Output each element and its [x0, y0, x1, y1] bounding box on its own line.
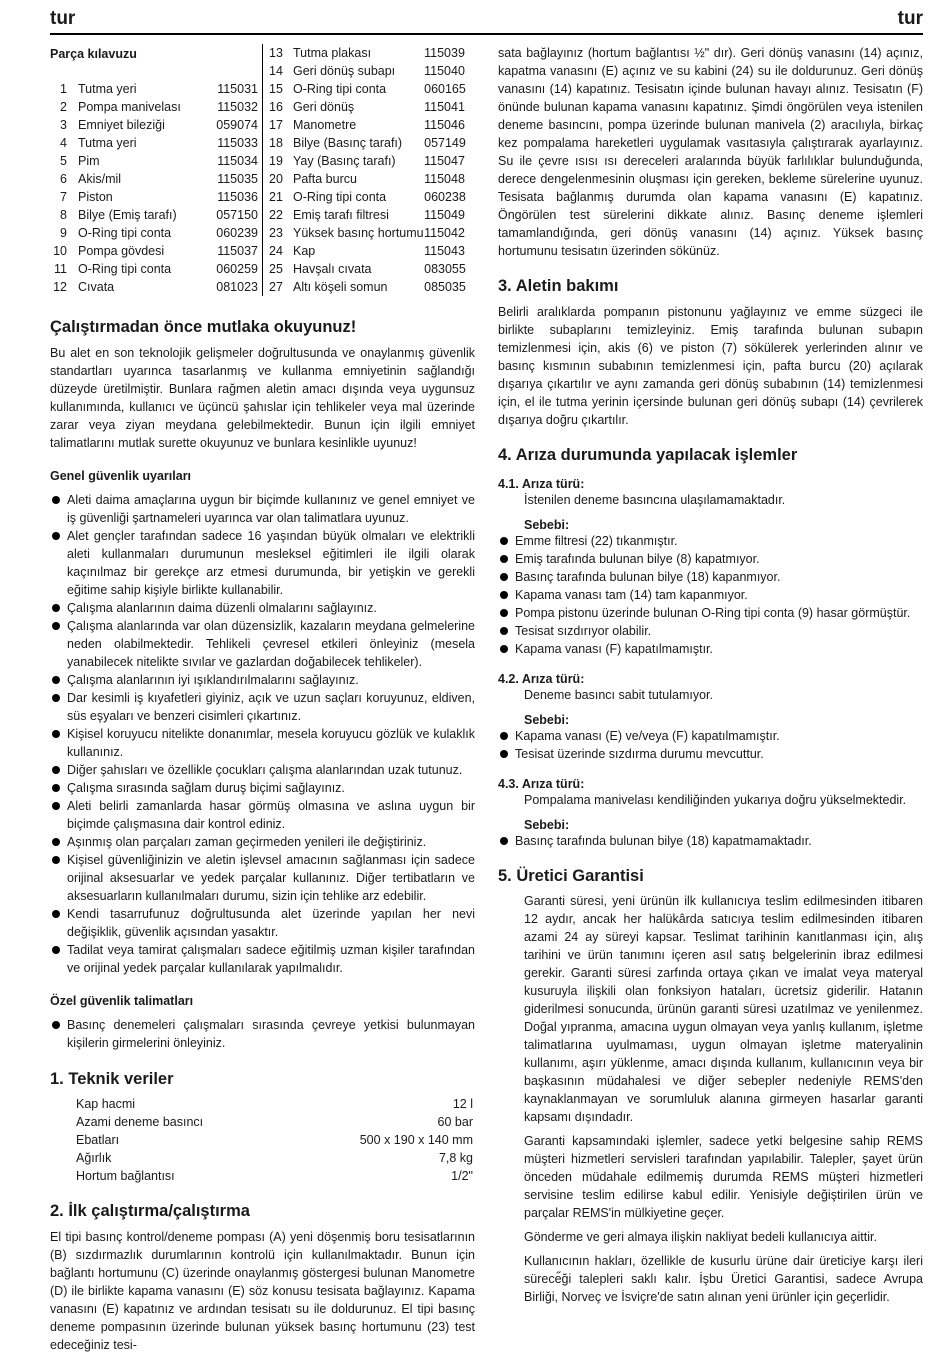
part-name: Tutma plakası	[293, 46, 372, 60]
cause-item: Basınç tarafında bulunan bilye (18) kapanmıyor.	[498, 568, 923, 586]
part-name: Geri dönüş subapı	[293, 64, 396, 78]
part-row	[50, 188, 258, 206]
general-safety-list	[50, 491, 475, 977]
fault-description: İstenilen deneme basıncına ulaşılamamaktadır.	[524, 493, 786, 507]
part-number: 13	[269, 46, 283, 60]
intro-text: Bu alet en son teknolojik gelişmeler doğrultusunda ve onaylanmış güvenlik standartları uyarınca tasarlanmış ve kullanma emniyetinin sağlandığı düzeyde üretilmiştir. Bunlara rağmen aletin amacı dışında veya uygunsuz kullanımında, kullanıcı ve üçüncü şahıslar için tehlikeler veya mal üzerinde zarar veya ziyan meydana gelebilmektedir. Bunun için ilgili emniyet talimatlarını mutlak surette okuyunuz ve bunlara kesinlikle uyunuz!	[50, 346, 475, 450]
part-number: 1	[60, 82, 67, 96]
part-code: 115032	[217, 100, 258, 114]
fault-cause-label: Sebebi:	[524, 518, 570, 532]
part-name: O-Ring tipi conta	[293, 82, 387, 96]
part-code: 115031	[217, 82, 258, 96]
maintenance-title: 3. Aletin bakımı	[498, 277, 619, 295]
part-code: 060259	[216, 262, 258, 276]
part-name: O-Ring tipi conta	[78, 226, 172, 240]
special-safety-title: Özel güvenlik talimatları	[50, 994, 194, 1008]
bullet-item: Kişisel koruyucu nitelikte donanımlar, mesela koruyucu gözlük ve kulaklık kullanınız.	[50, 725, 475, 761]
part-code: 115047	[424, 154, 465, 168]
part-name: Pafta burcu	[293, 172, 357, 186]
part-number: 15	[269, 82, 283, 96]
warranty-title: 5. Üretici Garantisi	[498, 867, 644, 885]
part-code: 115041	[424, 100, 465, 114]
part-code: 060238	[424, 190, 466, 204]
part-number: 3	[60, 118, 67, 132]
part-name: Emiş tarafı filtresi	[293, 208, 389, 222]
tech-title: 1. Teknik veriler	[50, 1070, 174, 1088]
warranty-paragraph: Garanti süresi, yeni ürünün ilk kullanıcıya teslim edilmesinden itibaren 12 aydır, ancak her halükârda satıcıya teslim edilmesinden itibaren azami 24 ay süreyi kapsar. Teslimat tarihinin kanıtlanması için, alış tarihini ve ürün tanımını içeren asıl satış belgelerinin ibraz edilmesi gerekir. Garanti süresi zarfında ortaya çıkan ve imalat veya materyal kusuruyla ilişkili olan fonksiyon hataları, ücretsiz giderilir. Hatanın giderilmesi sonucunda, ürünün garanti süresi uzatılmaz ve yenilenmez. Doğal yıpranma, amacına uygun olmayan veya yanlış kullanım, işletme talimatlarına uyulmaması, uygun olmayan işletme materyalinin kullanımı, aşırı yüklenme, amacı dışında kullanım, kullanıcının veya bir başkasının müdahalesi ve diğer sebepler nedeniyle REMS'den kaynaklanmayan ve sorumluluk alanına girmeyen hasarlar garanti kapsamı dışındadır.	[524, 894, 923, 1124]
part-row	[50, 206, 258, 224]
part-code: 115049	[424, 208, 465, 222]
header-lang-right: tur	[897, 8, 923, 29]
part-name: Tutma yeri	[78, 82, 137, 96]
part-code: 060165	[424, 82, 466, 96]
faults-title: 4. Arıza durumunda yapılacak işlemler	[498, 446, 798, 464]
part-code: 059074	[216, 118, 258, 132]
bullet-item: Dar kesimli iş kıyafetleri giyiniz, açık ve uzun saçları koruyunuz, eldiven, süs eşyaları ve benzeri cisimleri çıkartınız.	[50, 689, 475, 725]
cause-item: Kapama vanası (F) kapatılmamıştır.	[498, 640, 923, 658]
part-name: Kap	[293, 244, 316, 258]
part-name: Pompa gövdesi	[78, 244, 165, 258]
tech-label: Kap hacmi	[76, 1097, 136, 1111]
fault-cause-label: Sebebi:	[524, 818, 570, 832]
cause-item: Pompa pistonu üzerinde bulunan O-Ring tipi conta (9) hasar görmüştür.	[498, 604, 923, 622]
part-number: 14	[269, 64, 283, 78]
part-number: 27	[269, 280, 283, 294]
cause-item: Kapama vanası tam (14) tam kapanmıyor.	[498, 586, 923, 604]
bullet-item: Kişisel güvenliğinizin ve aletin işlevsel amacının sağlanması için sadece orijinal aksesuarlar ve yedek parçalar kullanınız. Diğer tertibatların ve aksesuarların kullanılmaları durumu, sizin için tehlike arz edebilir.	[50, 851, 475, 905]
part-code: 057149	[424, 136, 466, 150]
tech-row	[76, 1131, 473, 1149]
bullet-item: Tadilat veya tamirat çalışmaları sadece eğitilmiş uzman kişiler tarafından ve orijinal yedek parçalar kullanılarak yapılmalıdır.	[50, 941, 475, 977]
bullet-item: Alet gençler tarafından sadece 16 yaşından büyük olmaları ve elektrikli aleti kullanmaları durumunun mesleksel eğitimleri ile ilgili olarak kaçınılmaz bir gerekçe arz etmesi durumunda, bir yetişkin ve gerekli eğitime sahip kişiyle birlikte kullanabilir.	[50, 527, 475, 599]
part-number: 16	[269, 100, 283, 114]
part-number: 24	[269, 244, 283, 258]
fault-cause-label: Sebebi:	[524, 713, 570, 727]
part-code: 115039	[424, 46, 465, 60]
part-row	[263, 206, 471, 224]
part-code: 115036	[217, 190, 258, 204]
part-name: Tutma yeri	[78, 136, 137, 150]
part-number: 7	[60, 190, 67, 204]
part-number: 11	[54, 262, 67, 276]
parts-title: Parça kılavuzu	[50, 47, 137, 61]
part-code: 115035	[217, 172, 258, 186]
fault-block	[498, 672, 923, 763]
part-name: Bilye (Emiş tarafı)	[78, 208, 177, 222]
fault-description: Pompalama manivelası kendiliğinden yukarıya doğru yükselmektedir.	[524, 793, 907, 807]
part-row	[263, 44, 471, 62]
bullet-item: Aleti belirli zamanlarda hasar görmüş olmasına ve aslına uygun bir biçimde çalışmasına dair kontrol ediniz.	[50, 797, 475, 833]
bullet-item: Çalışma sırasında sağlam duruş biçimi sağlayınız.	[50, 779, 475, 797]
part-name: Pompa manivelası	[78, 100, 181, 114]
part-row	[50, 80, 258, 98]
right-column	[498, 44, 923, 1306]
warranty-paragraph: Garanti kapsamındaki işlemler, sadece yetki belgesine sahip REMS müşteri hizmetleri servisleri tarafından yapılabilir. Talepler, şayet ürün önceden müdahale edilmemiş durumda REMS müşteri hizmetleri servisine teslim edilirse kabul edilir. Yenisiyle değiştirilen ürün ve parçalar REMS'in mülkiyetine geçer.	[524, 1134, 923, 1220]
tech-table	[76, 1095, 473, 1185]
part-number: 4	[60, 136, 67, 150]
part-number: 22	[269, 208, 283, 222]
part-code: 060239	[216, 226, 258, 240]
header-rule	[50, 33, 923, 35]
part-name: Manometre	[293, 118, 357, 132]
faults-list	[498, 477, 923, 850]
part-row	[263, 224, 471, 242]
part-code: 115040	[424, 64, 465, 78]
part-name: Altı köşeli somun	[293, 280, 388, 294]
part-code: 115046	[424, 118, 465, 132]
part-number: 17	[269, 118, 283, 132]
part-name: Yay (Basınç tarafı)	[293, 154, 396, 168]
part-name: O-Ring tipi conta	[293, 190, 387, 204]
part-code: 085035	[424, 280, 466, 294]
part-row	[50, 98, 258, 116]
tech-label: Azami deneme basıncı	[76, 1115, 204, 1129]
part-code: 081023	[216, 280, 258, 294]
tech-label: Ağırlık	[76, 1151, 112, 1165]
part-number: 20	[269, 172, 283, 186]
part-row	[50, 242, 258, 260]
part-code: 115042	[424, 226, 465, 240]
tech-value: 500 x 190 x 140 mm	[359, 1133, 473, 1147]
part-name: Cıvata	[78, 280, 115, 294]
bullet-item: Çalışma alanlarının daima düzenli olmalarını sağlayınız.	[50, 599, 475, 617]
part-name: Yüksek basınç hortumu	[293, 226, 424, 240]
general-safety-title: Genel güvenlik uyarıları	[50, 469, 192, 483]
part-row	[263, 260, 471, 278]
part-name: O-Ring tipi conta	[78, 262, 172, 276]
fault-cause-list	[498, 532, 923, 658]
part-row	[263, 278, 471, 296]
tech-value: 7,8 kg	[438, 1151, 473, 1165]
cause-item: Basınç tarafında bulunan bilye (18) kapatmamaktadır.	[498, 832, 923, 850]
part-code: 115034	[217, 154, 258, 168]
tech-row	[76, 1149, 473, 1167]
bullet-item: Aleti daima amaçlarına uygun bir biçimde kullanınız ve genel emniyet ve iş güvenliği şartnameleri uyarınca var olan talimatlara uyunuz.	[50, 491, 475, 527]
part-number: 18	[269, 136, 283, 150]
intro-title: Çalıştırmadan önce mutlaka okuyunuz!	[50, 318, 357, 336]
part-number: 9	[60, 226, 67, 240]
bullet-item: Basınç denemeleri çalışmaları sırasında çevreye yetkisi bulunmayan kişilerin girmelerini önleyiniz.	[50, 1016, 475, 1052]
warranty-paragraph: Gönderme ve geri almaya ilişkin nakliyat bedeli kullanıcıya aittir.	[524, 1230, 877, 1244]
tech-row	[76, 1113, 473, 1131]
part-code: 057150	[216, 208, 258, 222]
part-name: Akis/mil	[78, 172, 122, 186]
part-row	[263, 152, 471, 170]
warranty-body	[498, 892, 923, 1306]
parts-guide	[50, 44, 475, 306]
bullet-item: Aşınmış olan parçaları zaman geçirmeden yenileri ile değiştiriniz.	[50, 833, 475, 851]
cause-item: Kapama vanası (E) ve/veya (F) kapatılmamıştır.	[498, 727, 923, 745]
start-text: El tipi basınç kontrol/deneme pompası (A) yeni döşenmiş boru tesisatlarının (B) sızdırmazlık durumlarının kontrolü için kullanılmaktadır. Bunun için bağlantı hortumunu (C) üzerinde onaylanmış göstergesi bulunan Manometre (D) ile birlikte kapama vanasını (E) söz konusu tesisata bağlayınız. Kapama vanasını (E) kapatınız ve ardından tesisatı su ile doldurunuz. El tipi basınç deneme pompasının üzerinde bulunan yüksek basınç hortumunu (23) test edeceğiniz tesi-	[50, 1230, 475, 1352]
part-row	[50, 170, 258, 188]
bullet-item: Diğer şahısları ve özellikle çocukları çalışma alanlarından uzak tutunuz.	[50, 761, 475, 779]
part-row	[263, 170, 471, 188]
part-number: 23	[269, 226, 283, 240]
cause-item: Emme filtresi (22) tıkanmıştır.	[498, 532, 923, 550]
bullet-item: Kendi tasarrufunuz doğrultusunda alet üzerinde yapılan her nevi değişiklik, güvenlik açısından yasaktır.	[50, 905, 475, 941]
part-row	[263, 116, 471, 134]
part-number: 10	[53, 244, 67, 258]
tech-value: 12 l	[452, 1097, 473, 1111]
part-row	[263, 62, 471, 80]
tech-label: Hortum bağlantısı	[76, 1169, 175, 1183]
left-column	[50, 44, 475, 1354]
parts-table-left	[50, 80, 258, 296]
fault-block	[498, 477, 923, 658]
part-row	[263, 80, 471, 98]
fault-heading: 4.3. Arıza türü:	[498, 777, 585, 791]
cause-item: Emiş tarafında bulunan bilye (8) kapatmıyor.	[498, 550, 923, 568]
part-row	[50, 134, 258, 152]
fault-heading: 4.2. Arıza türü:	[498, 672, 585, 686]
warranty-paragraph: Kullanıcının hakları, özellikle de kusurlu ürüne dair üreticiye karşı ileri sürece̋ği talepleri saklı kalır. İşbu Üretici Garantisi, sadece Avrupa Birliği, Norveç ve İsviçre'de satın alınan yeni ürünler için geçerlidir.	[524, 1254, 923, 1304]
part-number: 12	[53, 280, 67, 294]
start-title: 2. İlk çalıştırma/çalıştırma	[50, 1202, 250, 1220]
part-name: Emniyet bileziği	[78, 118, 165, 132]
part-number: 5	[60, 154, 67, 168]
part-row	[263, 134, 471, 152]
part-number: 2	[60, 100, 67, 114]
bullet-item: Çalışma alanlarının iyi ışıklandırılmalarını sağlayınız.	[50, 671, 475, 689]
cause-item: Tesisat sızdırıyor olabilir.	[498, 622, 923, 640]
parts-table-right	[262, 44, 470, 296]
part-code: 115037	[217, 244, 258, 258]
fault-heading: 4.1. Arıza türü:	[498, 477, 585, 491]
fault-block	[498, 777, 923, 850]
bullet-item: Çalışma alanlarında var olan düzensizlik, kazaların meydana gelmelerine neden olabilmektedir. Tehlikeli çevresel etkileri önleyiniz (mesela yanabilecek nitelikte sıvılar ve gazlardan doğabilecek tehlikeler).	[50, 617, 475, 671]
start-text-continued: sata bağlayınız (hortum bağlantısı ½" dır). Geri dönüş vanasını (14) açınız, kapatma vanasını (E) açınız ve su kabini (24) su ile doldurunuz. Geri dönüş vanasını (14) kapatınız. Tesisatın içinde bulunan havayı alınız. Tesisatın (F) önünde bulunan kapama vanasını kapatınız. Şimdi öngörülen veya istenilen deneme basıncını, pompa üzerinde bulunan manivela (2) aracılıyla, birkaç kez pompalama hareketleri uygulamak vasıtasıyla çalıştırarak ayarlayınız. Su ile çevre ısısı ısı dereceleri aralarında büyük farlılıklar bulunduğunda, derece dengelenmesinin oluşması için gereken, bekleme sürelerine uyunuz. Tesisata bağlanmış durumda olan kapama vanasını (E) kapatınız. Öngörülen test sürelerini dikkate alınız. Basınç deneme işlemleri tamamlandığında, geri dönüş vanasını (14) açınız. Yüksek basınç hortumunu tesisatın üzerinden sökünüz.	[498, 46, 923, 258]
tech-row	[76, 1167, 473, 1185]
part-name: Pim	[78, 154, 100, 168]
part-code: 115043	[424, 244, 465, 258]
part-name: Piston	[78, 190, 113, 204]
part-number: 21	[269, 190, 283, 204]
cause-item: Tesisat üzerinde sızdırma durumu mevcuttur.	[498, 745, 923, 763]
part-row	[50, 260, 258, 278]
part-row	[50, 224, 258, 242]
part-row	[50, 116, 258, 134]
part-number: 25	[269, 262, 283, 276]
part-number: 6	[60, 172, 67, 186]
part-row	[263, 242, 471, 260]
part-code: 083055	[424, 262, 466, 276]
part-row	[50, 152, 258, 170]
part-row	[263, 188, 471, 206]
part-name: Geri dönüş	[293, 100, 355, 114]
part-number: 19	[269, 154, 283, 168]
part-number: 8	[60, 208, 67, 222]
tech-value: 1/2"	[451, 1169, 473, 1183]
header-lang-left: tur	[50, 8, 76, 29]
tech-value: 60 bar	[437, 1115, 473, 1129]
part-row	[263, 98, 471, 116]
fault-description: Deneme basıncı sabit tutulamıyor.	[524, 688, 713, 702]
part-name: Havşalı cıvata	[293, 262, 372, 276]
fault-cause-list	[498, 832, 923, 850]
special-safety-list	[50, 1016, 475, 1052]
part-code: 115033	[217, 136, 258, 150]
maintenance-text: Belirli aralıklarda pompanın pistonunu yağlayınız ve emme süzgeci ile birlikte subaplarını temizleyiniz. Emiş tarafında bulunan subapın temizlenmesi için, akis (6) ve piston (7) sökülerek yerlerinden alınır ve basınç kısmının subabının temizlenmesi için, pafta burcu (20) açılarak dışarıya çıkartılır ve aynı zamanda geri dönüş subabının (14) temizlenmesi için, el ile tutma yerinin içersinde bulunan geri dönüş subapı (14) çevrilerek dışarıya doğru çıkartılır.	[498, 305, 923, 427]
part-row	[50, 278, 258, 296]
tech-label: Ebatları	[76, 1133, 120, 1147]
fault-cause-list	[498, 727, 923, 763]
part-name: Bilye (Basınç tarafı)	[293, 136, 403, 150]
tech-row	[76, 1095, 473, 1113]
part-code: 115048	[424, 172, 465, 186]
